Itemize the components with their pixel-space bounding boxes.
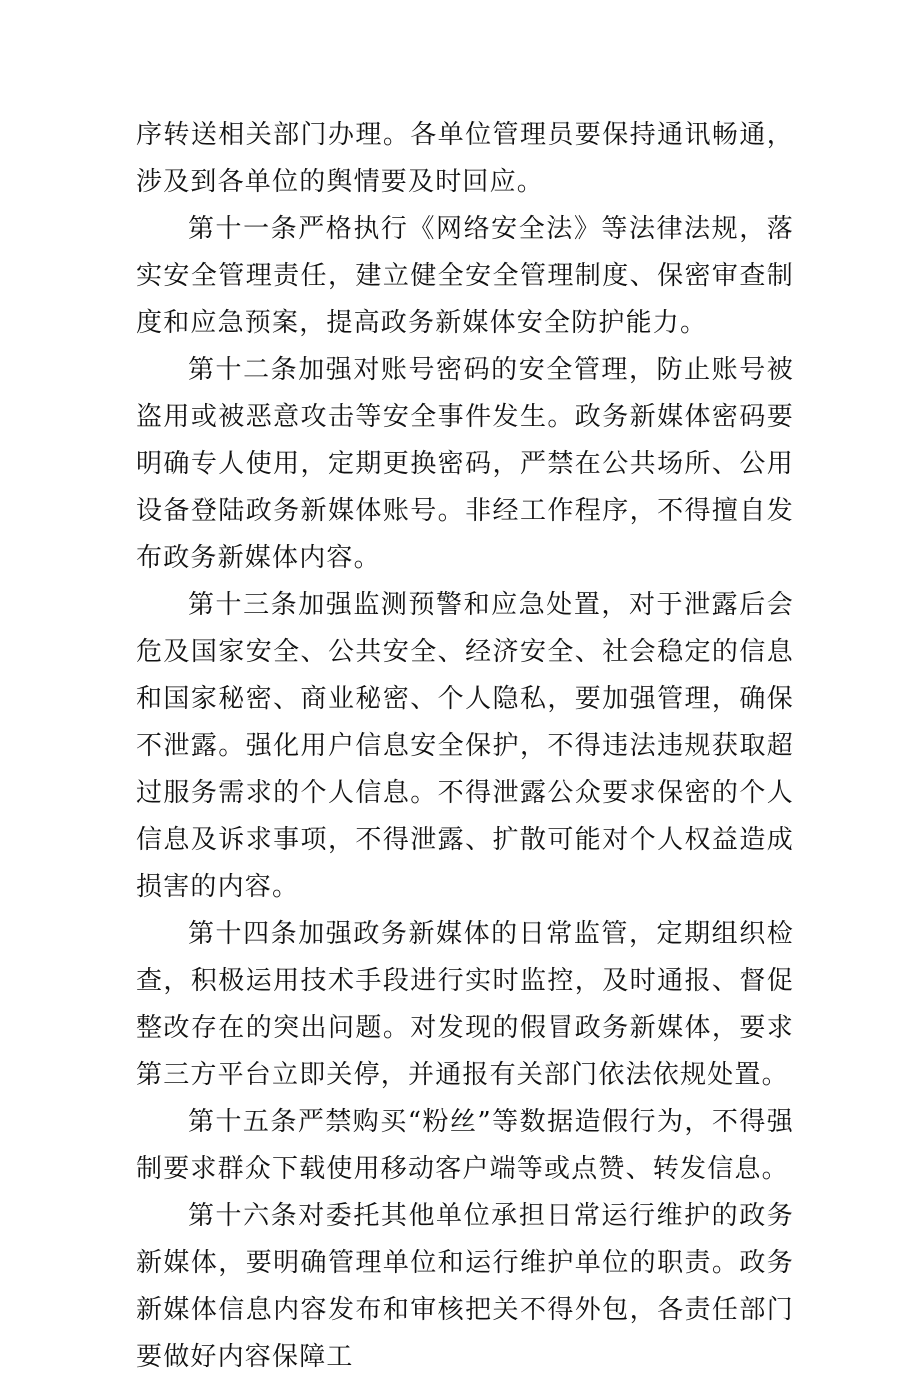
paragraph-article-11: 第十一条严格执行《网络安全法》等法律法规，落实安全管理责任，建立健全安全管理制度、保密审查制度和应急预案，提高政务新媒体安全防护能力。: [136, 214, 794, 338]
paragraph-article-16: 第十六条对委托其他单位承担日常运行维护的政务新媒体，要明确管理单位和运行维护单位的职责。政务新媒体信息内容发布和审核把关不得外包，各责任部门要做好内容保障工: [136, 1201, 794, 1372]
paragraph-continuation: 序转送相关部门办理。各单位管理员要保持通讯畅通，涉及到各单位的舆情要及时回应。: [136, 120, 794, 197]
paragraph-article-13: 第十三条加强监测预警和应急处置，对于泄露后会危及国家安全、公共安全、经济安全、社会稳定的信息和国家秘密、商业秘密、个人隐私，要加强管理，确保不泄露。强化用户信息安全保护，不得违法违规获取超过服务需求的个人信息。不得泄露公众要求保密的个人信息及诉求事项，不得泄露、扩散可能对个人权益造成损害的内容。: [136, 590, 794, 902]
paragraph-article-12: 第十二条加强对账号密码的安全管理，防止账号被盗用或被恶意攻击等安全事件发生。政务新媒体密码要明确专人使用，定期更换密码，严禁在公共场所、公用设备登陆政务新媒体账号。非经工作程序，不得擅自发布政务新媒体内容。: [136, 355, 794, 573]
document-body: [136, 112, 794, 1381]
paragraph-article-14: 第十四条加强政务新媒体的日常监管，定期组织检查，积极运用技术手段进行实时监控，及时通报、督促整改存在的突出问题。对发现的假冒政务新媒体，要求第三方平台立即关停，并通报有关部门依法依规处置。: [136, 919, 794, 1090]
paragraph-article-15: 第十五条严禁购买“粉丝”等数据造假行为，不得强制要求群众下载使用移动客户端等或点赞、转发信息。: [136, 1107, 794, 1184]
